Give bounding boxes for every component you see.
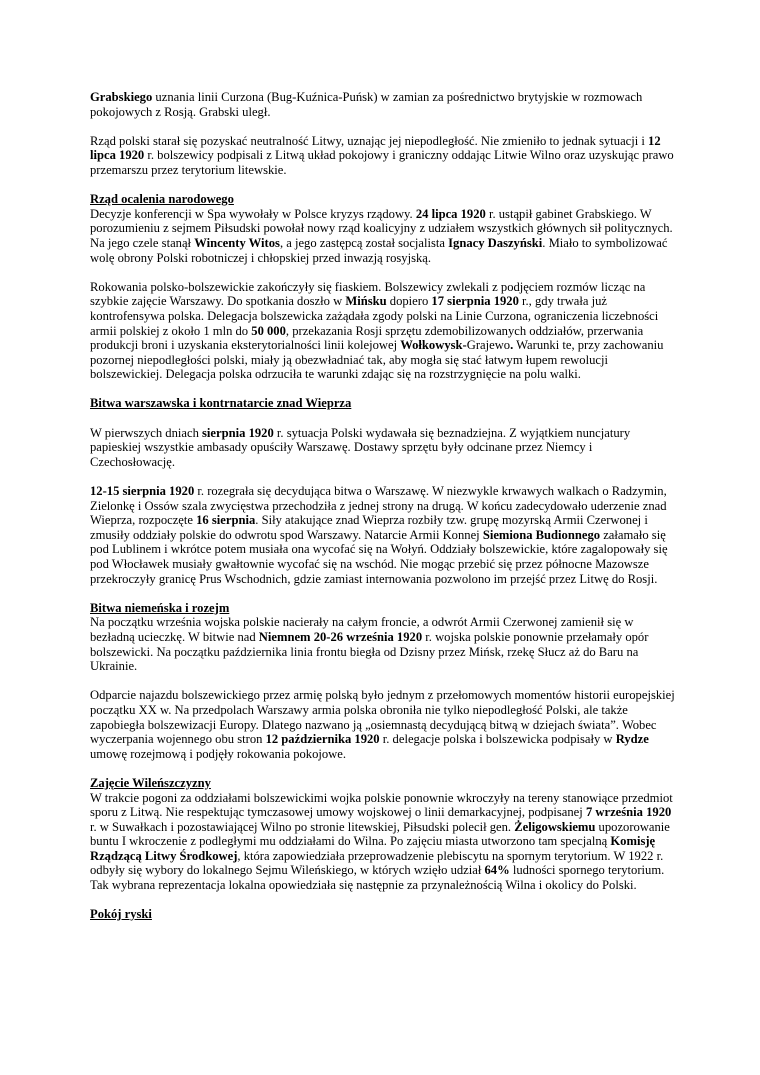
text-run: r. wojska polskie ponownie przełamały opór bolszewicki. Na początku października linia frontu biegła od Dzisny przez Mińsk, rzekę Słucz aż do Baru na Ukrainie. [90, 629, 649, 674]
bold-text: 50 000 [251, 323, 286, 338]
body-paragraph [90, 134, 680, 178]
text-run: dopiero [386, 294, 432, 309]
bold-text: . [510, 338, 514, 353]
body-paragraph [90, 426, 680, 470]
bold-text: Rydze [615, 732, 649, 747]
text-run: r. ustąpił gabinet Grabskiego. W porozumieniu z sejmem Piłsudski powołał nowy rząd koalicyjny z udziałem wszystkich głównych sił politycznych. Na jego czele stanął [90, 206, 673, 250]
body-paragraph [90, 615, 680, 673]
bold-text: 7 września 1920 [585, 805, 672, 820]
text-run: r. sytuacja Polski wydawała się beznadziejna. Z wyjątkiem nuncjatury papieskiej wszystkie ambasady opuściły Warszawę. Dostawy sprzętu były odcinane przez Niemcy i Czechosłowację. [90, 425, 631, 469]
section-heading: Bitwa warszawska i kontrnatarcie znad Wieprza [90, 396, 352, 411]
text-run: W trakcie pogoni za oddziałami bolszewickimi wojka polskie ponownie wkroczyły na tereny stanowiące przedmiot sporu z Litwą. Nie respektując tymczasowej umowy wojskowej o linii demarkacyjnej, podpisanej [90, 790, 673, 820]
text-run: r. w Suwałkach i pozostawiającej Wilno po stronie litewskiej, Piłsudski polecił gen. [90, 819, 515, 834]
bold-text: Grabskiego [90, 90, 153, 104]
body-paragraph [90, 484, 680, 586]
text-run: . Siły atakujące znad Wieprza rozbiły tzw. grupę mozyrską Armii Czerwonej i zmusiły oddziały polskie do odwrotu spod Warszawy. Natarcie Armii Konnej [90, 513, 648, 542]
text-run: upozorowanie buntu I wkroczenie z podległymi mu oddziałami do Wilna. Po zajęciu miasta utworzono tam specjalną [90, 819, 670, 849]
bold-text: 17 sierpnia 1920 [431, 294, 519, 309]
text-run: umowę rozejmową i podjęły rokowania pokojowe. [90, 746, 347, 761]
spacer [90, 411, 680, 426]
section-heading: Bitwa niemeńska i rozejm [90, 600, 230, 615]
text-run: r. rozegrała się decydująca bitwa o Warszawę. W niezwykle krwawych walkach o Radzymin, Zielonkę i Ossów szala zwycięstwa przechodziła z jednej strony na drugą. W końcu zadecydowało uderzenie znad Wieprza, rozpoczęte [90, 484, 667, 528]
bold-text: Ignacy Daszyński [448, 235, 543, 250]
bold-text: 12-15 sierpnia 1920 [90, 484, 195, 499]
text-run: r. bolszewicy podpisali z Litwą układ pokojowy i graniczny oddając Litwie Wilno oraz uzyskując prawo przemarszu przez terytorium litewskie. [90, 148, 674, 177]
text-run: Decyzje konferencji w Spa wywołały w Polsce kryzys rządowy. [90, 206, 416, 221]
text-run: Grajewo [466, 338, 511, 353]
bold-text: Niemnem 20-26 września 1920 [258, 629, 423, 644]
text-run: , a jego zastępcą został socjalista [279, 235, 449, 250]
body-paragraph [90, 207, 680, 265]
text-run: Odparcie najazdu bolszewickiego przez armię polską było jednym z przełomowych momentów historii europejskiej początku XX w. Na przedpolach Warszawy armia polska obroniła nie tylko niepodległość Polski, ale także zapobiegła bolszewizacji Europy. Dlatego nazwano ją „osiemnastą decydującą bitwą w dziejach świata”. Wobec wyczerpania wojennego obu stron [90, 688, 675, 747]
body-paragraph [90, 791, 680, 893]
text-run: , która zapowiedziała przeprowadzenie plebiscytu na spornym terytorium. W 1922 r. odbyły się wybory do lokalnego Sejmu Wileńskiego, w których wzięło udział [90, 848, 664, 878]
bold-text: Komisję Rządzącą Litwy Środkowej [90, 834, 656, 863]
text-run: r., gdy trwała już kontrofensywa polska. Delegacja bolszewicka zażądała zgody polski na Linie Curzona, ograniczenia liczebności armii polskiej z około 1 mln do [90, 294, 659, 338]
bold-text: Siemiona Budionnego [482, 527, 601, 542]
section-heading: Zajęcie Wileńszczyzny [90, 775, 211, 790]
body-paragraph [90, 688, 680, 761]
section-heading: Pokój ryski [90, 907, 152, 922]
section-heading: Rząd ocalenia narodowego [90, 192, 234, 207]
text-run: r. delegacje polska i bolszewicka podpisały w [379, 732, 616, 747]
text-run: W pierwszych dniach [90, 425, 203, 440]
text-run: Na początku września wojska polskie nacierały na całym froncie, a odwrót Armii Czerwonej zamienił się w bezładną ucieczkę. W bitwie nad [90, 615, 634, 644]
bold-text: 64% [484, 863, 510, 878]
bold-text: Mińsku [345, 294, 387, 309]
bold-text: 12 lipca 1920 [90, 133, 661, 163]
text-run: Rząd polski starał się pozyskać neutralność Litwy, uznając jej niepodległość. Nie zmieniło to jednak sytuacji i [90, 133, 649, 148]
bold-text: 12 października 1920 [265, 732, 380, 747]
body-paragraph [90, 280, 680, 382]
text-run: ludności spornego terytorium. Tak wybrana reprezentacja lokalna opowiedziała się następnie za przynależnością Wilna i okolicy do Polski. [90, 863, 665, 893]
text-run: załamało się pod Lublinem i wkrótce potem musiała ona wycofać się na Wołyń. Oddziały bolszewickie, które zagalopowały się pod Włocławek musiały gwałtownie wycofać się na wschód. Nie mogąc przebić się przez północne Mazowsze przekroczyły granicę Prus Wschodnich, gdzie zamiast internowania pozwolono im przejść przez Litwę do Rosji. [90, 527, 668, 586]
bold-text: Wołkowysk- [400, 338, 467, 353]
bold-text: Żeligowskiemu [514, 819, 596, 834]
text-run: . Miało to symbolizować wolę obrony Polski robotniczej i chłopskiej przed inwazją rosyjską. [90, 235, 668, 265]
body-paragraph [90, 90, 680, 119]
text-run: , przekazania Rosji sprzętu zdemobilizowanych oddziałów, przerwania produkcji broni i uzyskania eksterytorialności linii kolejowej [90, 323, 644, 353]
text-run: Rokowania polsko-bolszewickie zakończyły się fiaskiem. Bolszewicy zwlekali z podjęciem rozmów licząc na szybkie zajęcie Warszawy. Do spotkania doszło w [90, 279, 646, 309]
text-run: Warunki te, przy zachowaniu pozornej niepodległości polski, miały ją obezwładniać tak, aby mogła się stać łatwym łupem rewolucji bolszewickiej. Delegacja polska odrzuciła te warunki zdając się na rozstrzygnięcie na polu walki. [90, 338, 664, 382]
bold-text: Wincenty Witos [194, 235, 280, 250]
bold-text: 16 sierpnia [196, 513, 256, 528]
text-run: uznania linii Curzona (Bug-Kuźnica-Puńsk) w zamian za pośrednictwo brytyjskie w rozmowach pokojowych z Rosją. Grabski uległ. [90, 90, 643, 119]
document-page [90, 90, 680, 922]
bold-text: 24 lipca 1920 [415, 206, 486, 221]
bold-text: sierpnia 1920 [202, 425, 274, 440]
